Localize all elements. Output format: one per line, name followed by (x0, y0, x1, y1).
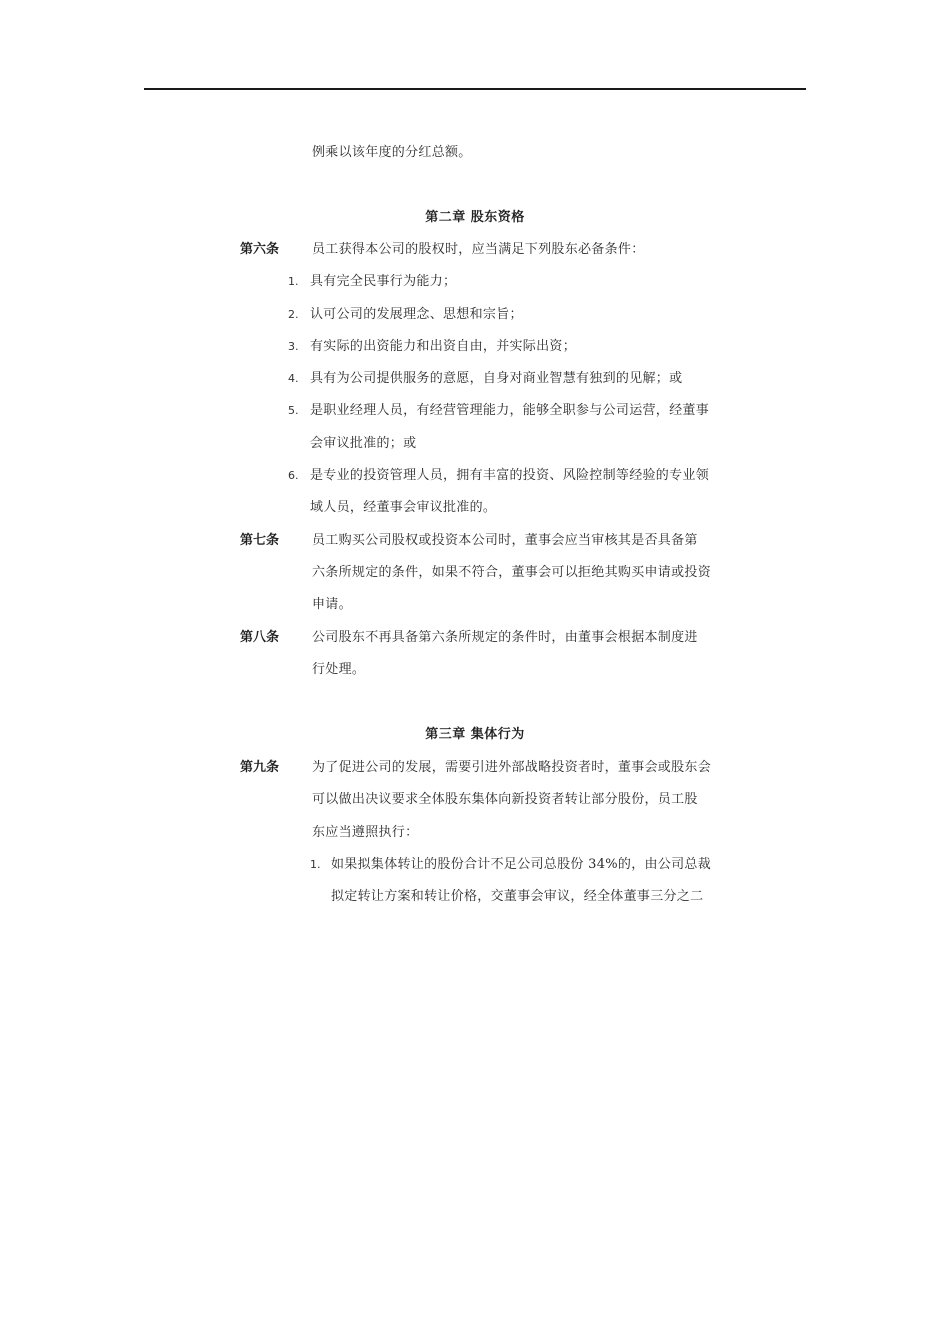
article-6-item-2-text: 认可公司的发展理念、思想和宗旨； (310, 307, 523, 322)
article-9-item-1-text-line-2: 拟定转让方案和转让价格，交董事会审议，经全体董事三分之二 (331, 889, 704, 904)
article-9-item-1-number: 1. (310, 858, 321, 871)
article-6-item-5-text-line-2: 会审议批准的；或 (310, 436, 417, 451)
article-6-item-4-text: 具有为公司提供服务的意愿，自身对商业智慧有独到的见解；或 (310, 371, 683, 386)
article-6-item-3-text: 有实际的出资能力和出资自由，并实际出资； (310, 339, 577, 354)
article-6-item-1-number: 1. (288, 275, 299, 288)
article-6-item-3-number: 3. (288, 340, 299, 353)
article-8-text-line-2: 行处理。 (312, 662, 366, 677)
article-9-text-line-1: 为了促进公司的发展，需要引进外部战略投资者时，董事会或股东会 (312, 760, 712, 775)
article-9-item-1-text-line-1: 如果拟集体转让的股份合计不足公司总股份 34%的，由公司总裁 (331, 857, 712, 872)
article-6-item-4-number: 4. (288, 372, 299, 385)
article-9-text-line-2: 可以做出决议要求全体股东集体向新投资者转让部分股份，员工股 (312, 792, 698, 807)
article-7-text-line-1: 员工购买公司股权或投资本公司时，董事会应当审核其是否具备第 (312, 533, 698, 548)
article-8-text-line-1: 公司股东不再具备第六条所规定的条件时，由董事会根据本制度进 (312, 630, 698, 645)
article-6-item-5-number: 5. (288, 404, 299, 417)
article-6-text: 员工获得本公司的股权时，应当满足下列股东必备条件： (312, 242, 645, 257)
chapter-2-heading: 第二章 股东资格 (425, 210, 525, 225)
article-6-item-6-text-line-1: 是专业的投资管理人员，拥有丰富的投资、风险控制等经验的专业领 (310, 468, 710, 483)
article-6-item-2-number: 2. (288, 308, 299, 321)
article-6-item-5-text-line-1: 是职业经理人员，有经营管理能力，能够全职参与公司运营，经董事 (310, 403, 710, 418)
article-8-label: 第八条 (240, 630, 280, 645)
article-6-item-6-text-line-2: 域人员，经董事会审议批准的。 (310, 500, 497, 515)
intro-line: 例乘以该年度的分红总额。 (312, 145, 472, 160)
article-9-label: 第九条 (240, 760, 280, 775)
article-7-label: 第七条 (240, 533, 280, 548)
article-9-text-line-3: 东应当遵照执行： (312, 825, 419, 840)
article-6-label: 第六条 (240, 242, 280, 257)
article-7-text-line-2: 六条所规定的条件，如果不符合，董事会可以拒绝其购买申请或投资 (312, 565, 712, 580)
article-7-text-line-3: 申请。 (312, 597, 352, 612)
article-6-item-1-text: 具有完全民事行为能力； (310, 274, 457, 289)
chapter-3-heading: 第三章 集体行为 (425, 727, 525, 742)
header-rule (144, 88, 806, 90)
article-6-item-6-number: 6. (288, 469, 299, 482)
